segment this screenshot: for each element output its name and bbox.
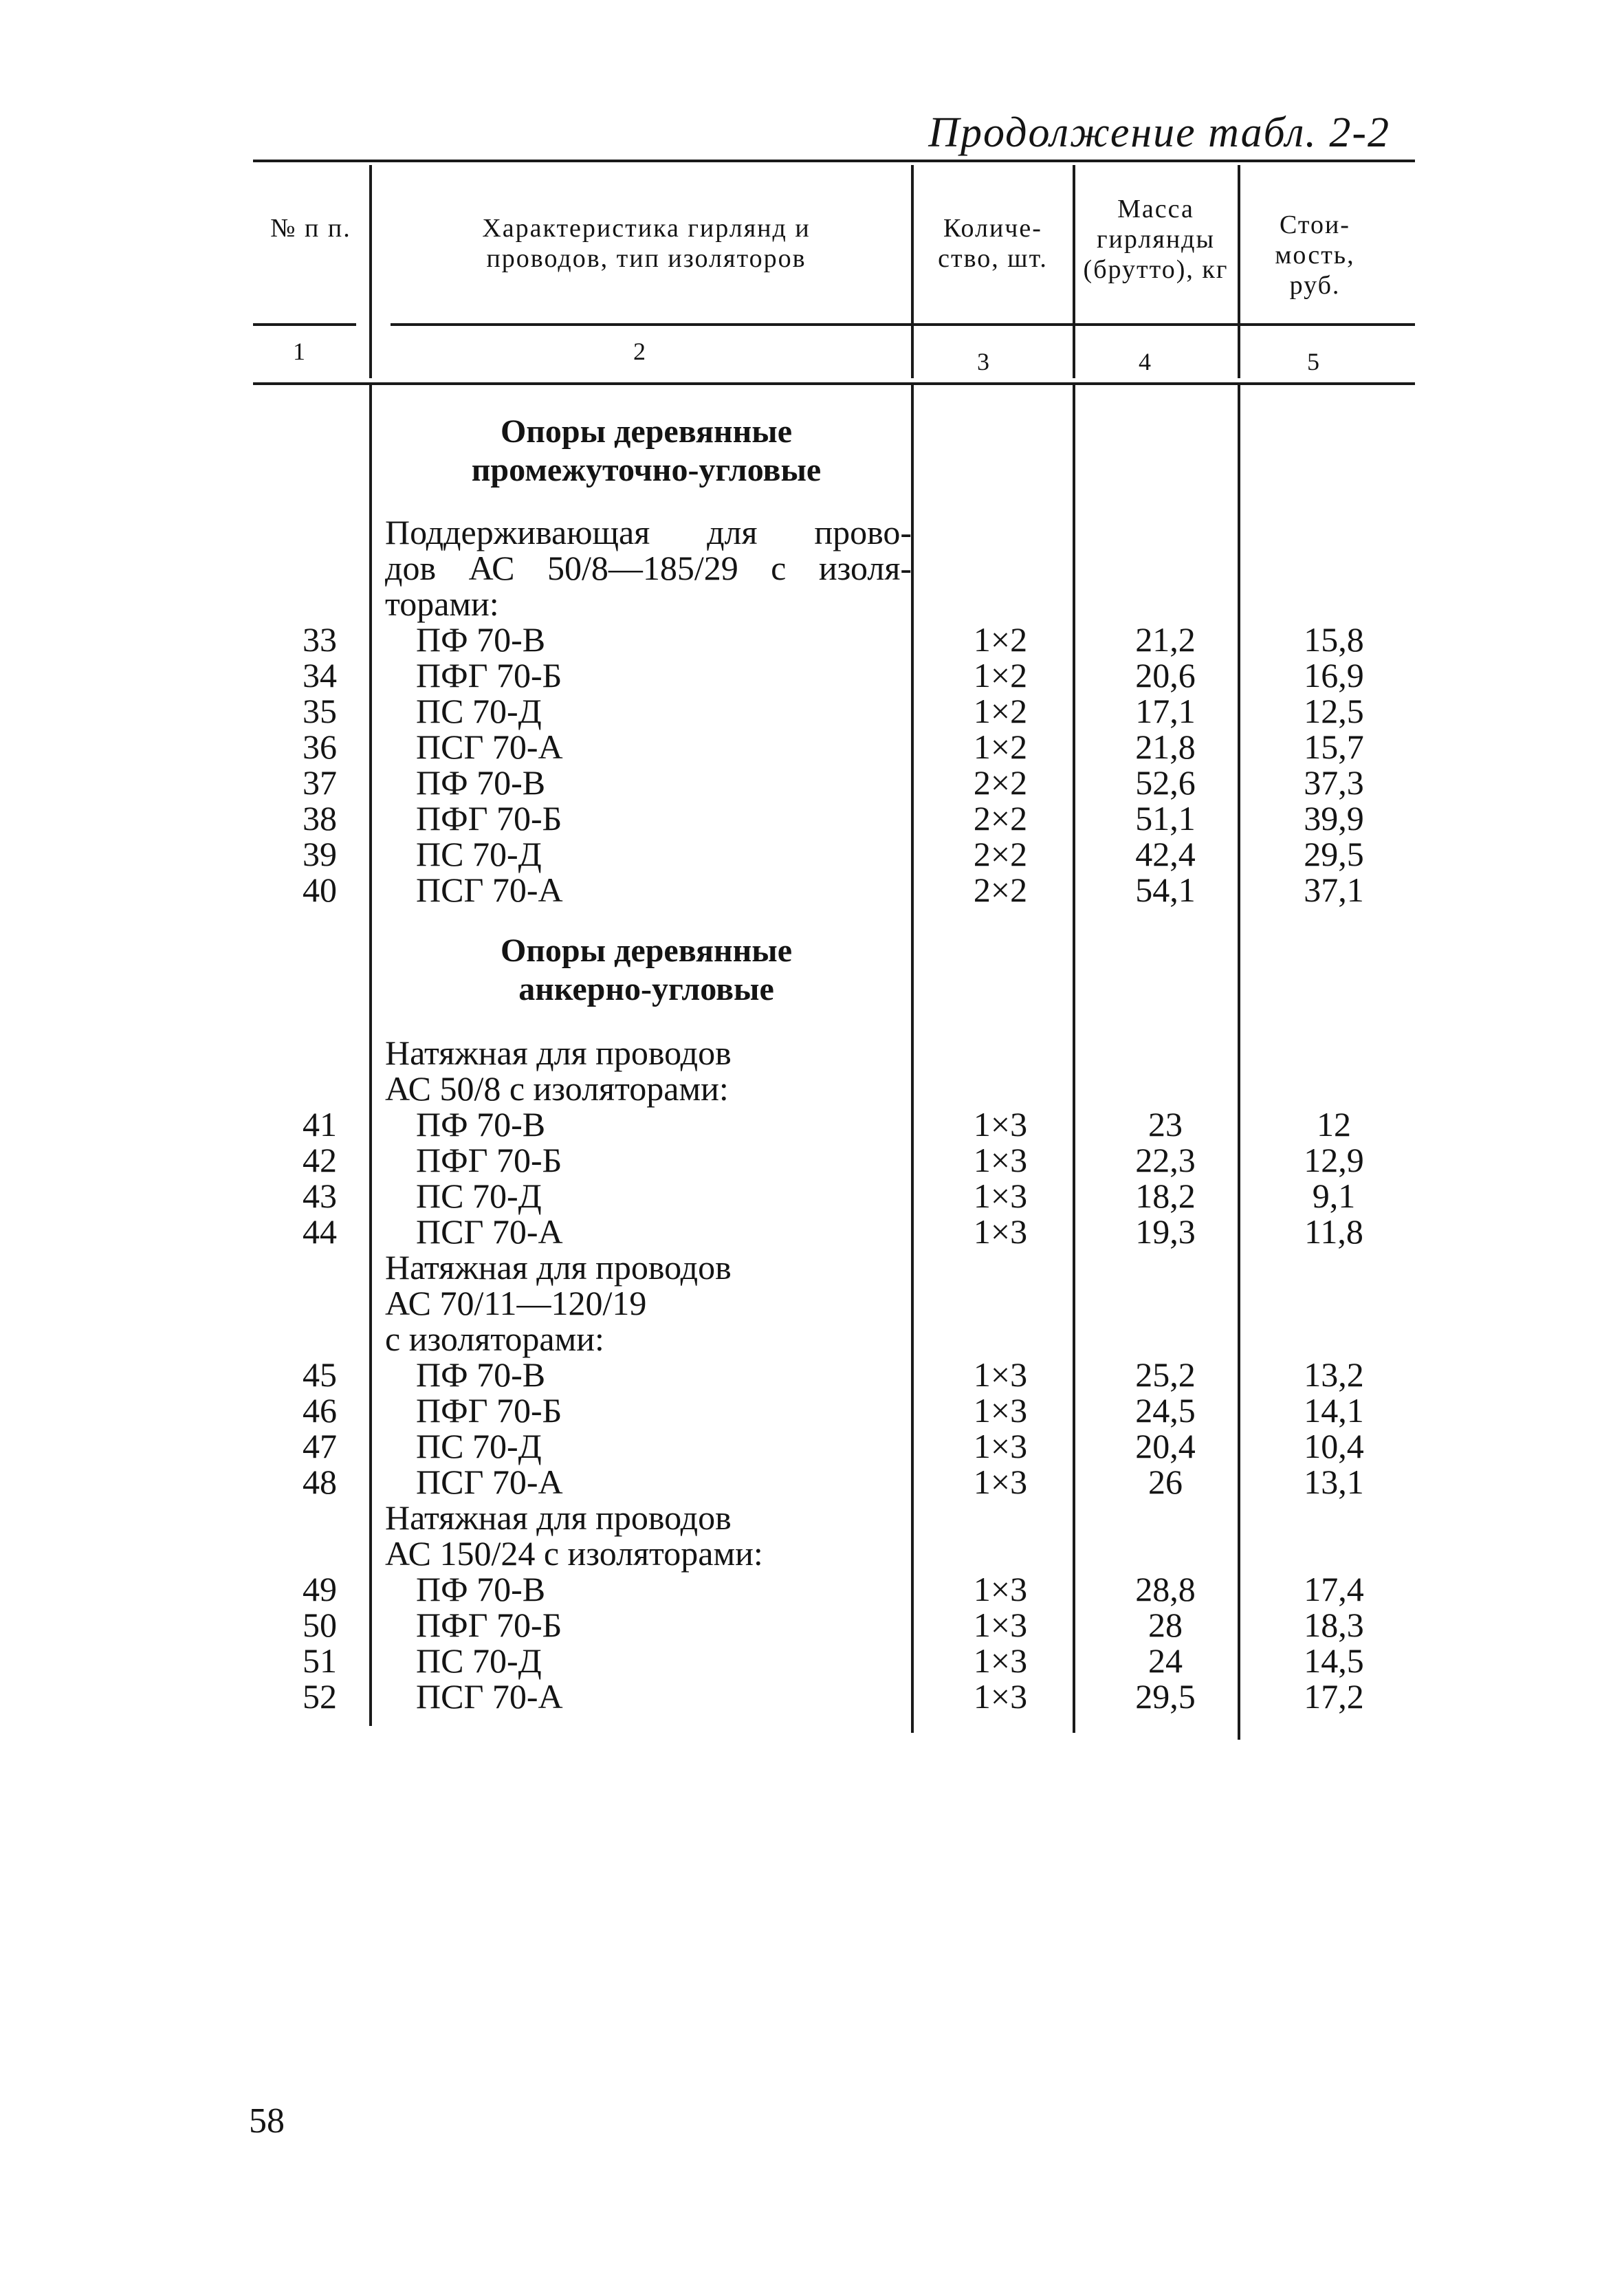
quantity: 1×3 — [973, 1355, 1028, 1394]
mass: 23 — [1148, 1105, 1183, 1144]
group-description: АС 70/11—120/19 — [385, 1284, 647, 1322]
header-divider-2 — [911, 165, 914, 378]
group-description: Натяжная для проводов — [385, 1034, 732, 1072]
table-row — [0, 765, 1624, 800]
row-number: 33 — [303, 620, 337, 659]
insulator-type: ПФГ 70-Б — [416, 1391, 562, 1430]
body-divider-4 — [1238, 385, 1240, 1740]
cost: 17,4 — [1304, 1570, 1364, 1608]
insulator-type: ПС 70-Д — [416, 692, 542, 730]
cost: 18,3 — [1304, 1606, 1364, 1644]
insulator-type: ПФ 70-В — [416, 1105, 546, 1144]
header-quantity: Количе- ство, шт. — [938, 214, 1048, 273]
row-number: 41 — [303, 1105, 337, 1144]
header-no: № п п. — [270, 214, 351, 243]
table-row — [0, 693, 1624, 729]
insulator-type: ПС 70-Д — [416, 1427, 542, 1465]
insulator-type: ПСГ 70-А — [416, 1212, 563, 1251]
quantity: 1×3 — [973, 1677, 1028, 1716]
row-number: 50 — [303, 1606, 337, 1644]
table-row — [0, 657, 1624, 693]
table-row — [0, 1392, 1624, 1428]
cost: 13,2 — [1304, 1355, 1364, 1394]
table-row — [0, 1106, 1624, 1142]
group-description: торами: — [385, 584, 499, 623]
section-title — [385, 932, 908, 1009]
table-row — [0, 1428, 1624, 1464]
page-number: 58 — [249, 2101, 285, 2141]
table-row — [0, 729, 1624, 765]
quantity: 1×3 — [973, 1570, 1028, 1608]
insulator-type: ПС 70-Д — [416, 835, 542, 873]
section-title-line: анкерно-угловые — [518, 971, 774, 1007]
quantity: 1×3 — [973, 1463, 1028, 1501]
table-row — [0, 1643, 1624, 1679]
table-row — [0, 1607, 1624, 1643]
row-number: 39 — [303, 835, 337, 873]
quantity: 2×2 — [973, 835, 1028, 873]
insulator-type: ПФ 70-В — [416, 1570, 546, 1608]
mass: 25,2 — [1135, 1355, 1196, 1394]
cost: 14,1 — [1304, 1391, 1364, 1430]
mass: 29,5 — [1135, 1677, 1196, 1716]
table-row — [0, 836, 1624, 872]
header-cost: Стои- мость, руб. — [1275, 210, 1355, 300]
group-description: дов АС 50/8—185/29 с изоля- — [385, 549, 912, 587]
row-number: 43 — [303, 1177, 337, 1215]
table-row — [0, 622, 1624, 657]
group-description: АС 50/8 с изоляторами: — [385, 1069, 729, 1108]
top-rule — [253, 160, 1415, 162]
mass: 42,4 — [1135, 835, 1196, 873]
insulator-type: ПФ 70-В — [416, 620, 546, 659]
group-description: Натяжная для проводов — [385, 1248, 732, 1287]
insulator-type: ПСГ 70-А — [416, 728, 563, 766]
cost: 29,5 — [1304, 835, 1364, 873]
quantity: 2×2 — [973, 763, 1028, 802]
insulator-type: ПФ 70-В — [416, 1355, 546, 1394]
quantity: 2×2 — [973, 871, 1028, 909]
column-number-4: 4 — [1139, 348, 1151, 375]
insulator-type: ПСГ 70-А — [416, 1463, 563, 1501]
mass: 20,6 — [1135, 656, 1196, 695]
table-row — [0, 1214, 1624, 1249]
header-divider-3 — [1073, 165, 1075, 378]
mass: 21,2 — [1135, 620, 1196, 659]
row-number: 44 — [303, 1212, 337, 1251]
insulator-type: ПФГ 70-Б — [416, 1606, 562, 1644]
cost: 15,8 — [1304, 620, 1364, 659]
column-number-3: 3 — [977, 348, 989, 375]
section-title — [385, 413, 908, 490]
quantity: 1×3 — [973, 1177, 1028, 1215]
cost: 12 — [1317, 1105, 1351, 1144]
cost: 12,9 — [1304, 1141, 1364, 1179]
body-divider-3 — [1073, 385, 1075, 1733]
group-description: Поддерживающая для прово- — [385, 513, 912, 551]
quantity: 1×3 — [973, 1391, 1028, 1430]
row-number: 52 — [303, 1677, 337, 1716]
mass: 18,2 — [1135, 1177, 1196, 1215]
mass: 51,1 — [1135, 799, 1196, 838]
column-number-5: 5 — [1307, 348, 1319, 375]
insulator-type: ПС 70-Д — [416, 1641, 542, 1680]
row-number: 49 — [303, 1570, 337, 1608]
row-number: 34 — [303, 656, 337, 695]
body-divider-2 — [911, 385, 914, 1733]
insulator-type: ПФГ 70-Б — [416, 799, 562, 838]
quantity: 1×3 — [973, 1641, 1028, 1680]
table-row — [0, 1178, 1624, 1214]
cost: 14,5 — [1304, 1641, 1364, 1680]
column-number-rule — [253, 382, 1415, 385]
group-description: с изоляторами: — [385, 1320, 604, 1358]
quantity: 1×2 — [973, 620, 1028, 659]
table-caption: Продолжение табл. 2-2 — [928, 109, 1390, 156]
header-mass: Масса гирлянды (брутто), кг — [1083, 195, 1229, 284]
quantity: 1×3 — [973, 1105, 1028, 1144]
row-number: 40 — [303, 871, 337, 909]
table-row — [0, 872, 1624, 908]
header-divider-4 — [1238, 165, 1240, 378]
insulator-type: ПФ 70-В — [416, 763, 546, 802]
row-number: 36 — [303, 728, 337, 766]
row-number: 46 — [303, 1391, 337, 1430]
table-row — [0, 1679, 1624, 1714]
quantity: 1×3 — [973, 1606, 1028, 1644]
table-row — [0, 1464, 1624, 1500]
quantity: 1×3 — [973, 1141, 1028, 1179]
header-rule-col1 — [253, 323, 356, 326]
cost: 39,9 — [1304, 799, 1364, 838]
insulator-type: ПСГ 70-А — [416, 871, 563, 909]
quantity: 1×2 — [973, 728, 1028, 766]
mass: 28,8 — [1135, 1570, 1196, 1608]
mass: 28 — [1148, 1606, 1183, 1644]
column-number-1: 1 — [293, 338, 305, 365]
header-rule-cols2-5 — [391, 323, 1415, 326]
row-number: 37 — [303, 763, 337, 802]
row-number: 38 — [303, 799, 337, 838]
cost: 10,4 — [1304, 1427, 1364, 1465]
table-row — [0, 1571, 1624, 1607]
cost: 11,8 — [1304, 1212, 1363, 1251]
group-description: Натяжная для проводов — [385, 1498, 732, 1537]
cost: 37,3 — [1304, 763, 1364, 802]
insulator-type: ПС 70-Д — [416, 1177, 542, 1215]
cost: 37,1 — [1304, 871, 1364, 909]
row-number: 35 — [303, 692, 337, 730]
mass: 21,8 — [1135, 728, 1196, 766]
quantity: 1×3 — [973, 1427, 1028, 1465]
body-divider-1 — [369, 385, 372, 1726]
cost: 15,7 — [1304, 728, 1364, 766]
cost: 9,1 — [1312, 1177, 1356, 1215]
group-description: АС 150/24 с изоляторами: — [385, 1534, 763, 1573]
section-title-line: Опоры деревянные — [500, 413, 793, 450]
mass: 20,4 — [1135, 1427, 1196, 1465]
cost: 16,9 — [1304, 656, 1364, 695]
mass: 26 — [1148, 1463, 1183, 1501]
quantity: 1×2 — [973, 692, 1028, 730]
header-description: Характеристика гирлянд и проводов, тип изоляторов — [482, 214, 811, 273]
mass: 24 — [1148, 1641, 1183, 1680]
insulator-type: ПФГ 70-Б — [416, 656, 562, 695]
row-number: 45 — [303, 1355, 337, 1394]
mass: 19,3 — [1135, 1212, 1196, 1251]
mass: 52,6 — [1135, 763, 1196, 802]
section-title-line: Опоры деревянные — [500, 932, 793, 969]
cost: 17,2 — [1304, 1677, 1364, 1716]
row-number: 51 — [303, 1641, 337, 1680]
table-row — [0, 800, 1624, 836]
section-title-line: промежуточно-угловые — [471, 452, 822, 488]
column-number-2: 2 — [633, 338, 646, 365]
table-row — [0, 1142, 1624, 1178]
quantity: 2×2 — [973, 799, 1028, 838]
row-number: 48 — [303, 1463, 337, 1501]
quantity: 1×2 — [973, 656, 1028, 695]
mass: 22,3 — [1135, 1141, 1196, 1179]
cost: 13,1 — [1304, 1463, 1364, 1501]
quantity: 1×3 — [973, 1212, 1028, 1251]
row-number: 47 — [303, 1427, 337, 1465]
cost: 12,5 — [1304, 692, 1364, 730]
mass: 24,5 — [1135, 1391, 1196, 1430]
insulator-type: ПФГ 70-Б — [416, 1141, 562, 1179]
insulator-type: ПСГ 70-А — [416, 1677, 563, 1716]
table-row — [0, 1357, 1624, 1392]
row-number: 42 — [303, 1141, 337, 1179]
mass: 17,1 — [1135, 692, 1196, 730]
mass: 54,1 — [1135, 871, 1196, 909]
header-divider-1 — [369, 165, 372, 378]
